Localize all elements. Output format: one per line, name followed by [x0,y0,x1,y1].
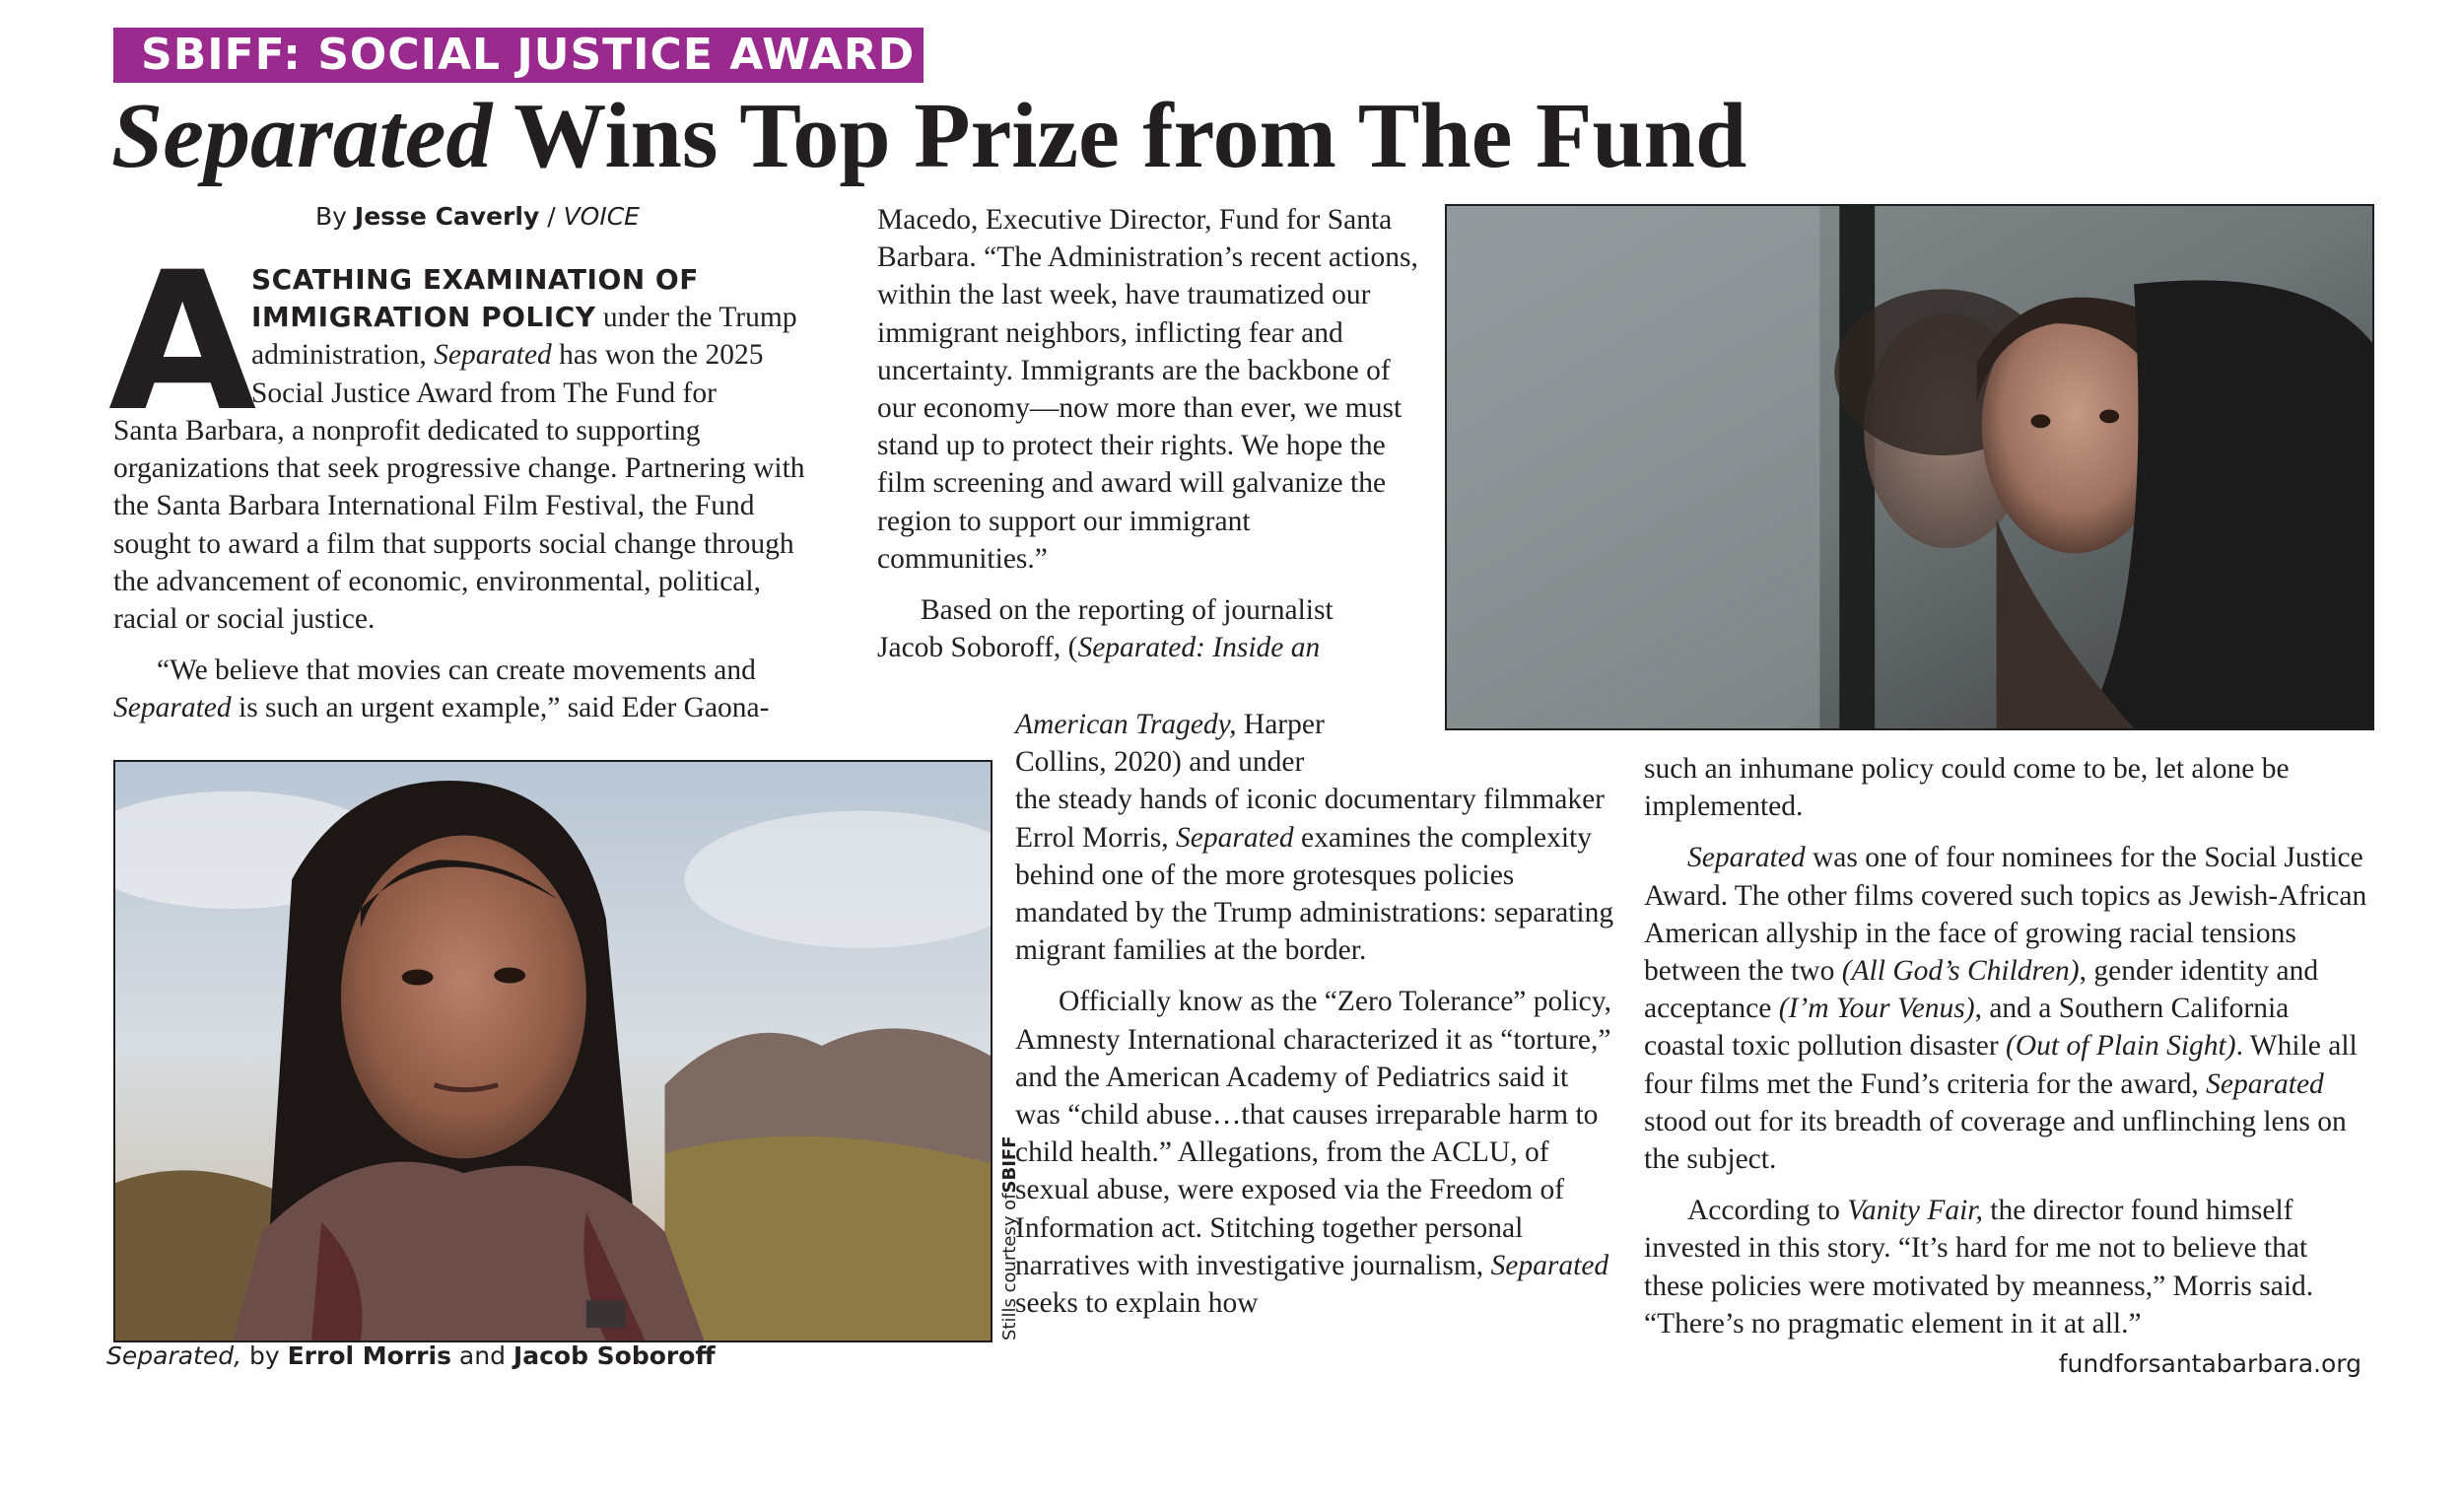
col1-paragraph-2-line2 [113,689,828,726]
col2-p2-line2 [877,629,1424,666]
caption-name-2: Jacob Soboroff [513,1341,716,1370]
col2-paragraph-3 [1015,983,1616,1322]
col2-p2-line2-italic: Separated: Inside an [1077,632,1321,664]
col2-p3-b: seeks to explain how [1015,1287,1259,1320]
col3-p2-i4: (Out of Plain Sight) [2006,1030,2236,1063]
section-banner: SBIFF: SOCIAL JUSTICE AWARD [113,28,924,83]
col3-p2-b: , gender identity and acceptance [1644,955,2319,1025]
col3-p2-d: . While all four films met the Fund’s criteria for the award, [1644,1030,2358,1100]
col3-p2-i5: Separated [2206,1067,2324,1100]
col3-p3-b: the director found himself invested in this story. “It’s hard for me not to believe that these policies were motivated by meanness,” Morris said. “There’s no pragmatic element in it at all.” [1644,1195,2314,1340]
col1-line3-italic: Separated [434,339,552,372]
col3-body [1644,750,2373,1342]
caption-title: Separated, [106,1341,242,1370]
film-still-woman-portrait [113,760,992,1342]
col3-p2-i3: (I’m Your Venus) [1778,993,1975,1025]
col1-line2-rest: under the Trump [595,302,797,334]
author-name: Jesse Caverly [354,202,540,231]
col3-paragraph-1: such an inhumane policy could come to be, let alone be implemented. [1644,753,2290,823]
children-window-image [1447,206,2372,728]
byline-separator: / [539,202,564,231]
photo-credit-source: SBIFF [999,1135,1020,1194]
col2-p2-rest-a: the steady hands of iconic documentary filmmaker Errol Morris, [1015,784,1605,854]
col2-p2-rest-italic: Separated [1176,821,1294,854]
drop-cap: A [108,231,257,453]
publication-name: VOICE [563,202,640,231]
col3-p2-c: , and a Southern California coastal toxic pollution disaster [1644,993,2290,1063]
col1-line4: Social Justice Award from The Fund for [251,377,717,409]
col1-p2-italic: Separated [113,692,232,724]
col1-paragraph-2-line1: “We believe that movies can create movements and [157,654,756,687]
col3-paragraph-2 [1644,839,2373,1178]
col1-line3-a: administration, [251,339,435,372]
col1-line3-b: has won the 2025 [551,339,764,372]
col2-p2-line2-a: Jacob Soboroff, ( [877,632,1078,664]
col2-p3-italic: Separated [1490,1249,1609,1281]
byline [315,199,640,235]
col3-p2-i1: Separated [1687,842,1806,874]
col2-p3-a: Officially know as the “Zero Tolerance” policy, Amnesty International characterized it as “torture,” and the American Academy of Pediatrics said it was “child abuse…that causes irreparable harm to child health.” Allegations, from the ACLU, of sexual abuse, were exposed via the Freedom of Information act. Stitching together personal narratives with investigative journalism, [1015,986,1611,1281]
col2-paragraph-1: Macedo, Executive Director, Fund for Santa Barbara. “The Administration’s recent actions, within the last week, have traumatized our immigrant neighbors, inflicting fear and uncertainty. Immigrants are the backbone of our economy—now more than ever, we must stand up to protect their rights. We hope the film screening and award will galvanize the region to support our immigrant communities.” [877,204,1418,575]
col3-paragraph-3 [1644,1192,2373,1342]
col3-p3-italic: Vanity Fair, [1847,1195,1983,1227]
col2-p2-line3-b: Harper [1236,709,1325,740]
col2-p2-line3-italic: American Tragedy, [1015,709,1237,740]
photo-credit-prefix: Stills courtesy of [999,1193,1020,1340]
col1-body [113,412,828,727]
headline-rest: Wins Top Prize from The Fund [492,85,1747,187]
col3-p3-a: According to [1687,1195,1848,1227]
byline-prefix: By [315,202,355,231]
image-caption [106,1339,716,1374]
col3-p2-i2: (All God’s Children) [1841,955,2080,988]
film-still-children-window [1445,204,2374,730]
col2-p2-rest-b: examines the complexity behind one of the more grotesques policies mandated by the Trump administrations: separating migrant families at the border. [1015,821,1614,967]
headline-italic: Separated [111,85,493,187]
col2-top [877,201,1424,666]
headline [111,77,2378,195]
caption-name-1: Errol Morris [287,1341,451,1370]
col2-bottom [1015,706,1616,1322]
col2-p2-line1: Based on the reporting of journalist [921,594,1334,627]
caption-by: by [241,1341,288,1370]
col2-p2-line4: Collins, 2020) and under [1015,746,1305,779]
col3-p2-a: was one of four nominees for the Social Justice Award. The other films covered such topics as Jewish-African American allyship in the face of growing racial tensions between the two [1644,842,2367,988]
col1-dropcap-lines [251,261,823,412]
col2-p2-rest [1015,781,1616,969]
woman-portrait-image [115,762,991,1340]
lead-in-2: IMMIGRATION POLICY [251,301,596,334]
col1-paragraph-1-rest: Santa Barbara, a nonprofit dedicated to supporting organizations that seek progressive change. Partnering with the Santa Barbara International Film Festival, the Fund sought to award a film that supports social change through the advancement of economic, environmental, political, racial or social justice. [113,415,805,636]
col1-p2-rest: is such an urgent example,” said Eder Gaona- [231,692,770,724]
caption-and: and [450,1341,513,1370]
col3-p2-e: stood out for its breadth of coverage and unflinching lens on the subject. [1644,1105,2347,1176]
website-url[interactable]: fundforsantabarbara.org [2058,1349,2361,1378]
lead-in-1: SCATHING EXAMINATION OF [251,263,699,296]
